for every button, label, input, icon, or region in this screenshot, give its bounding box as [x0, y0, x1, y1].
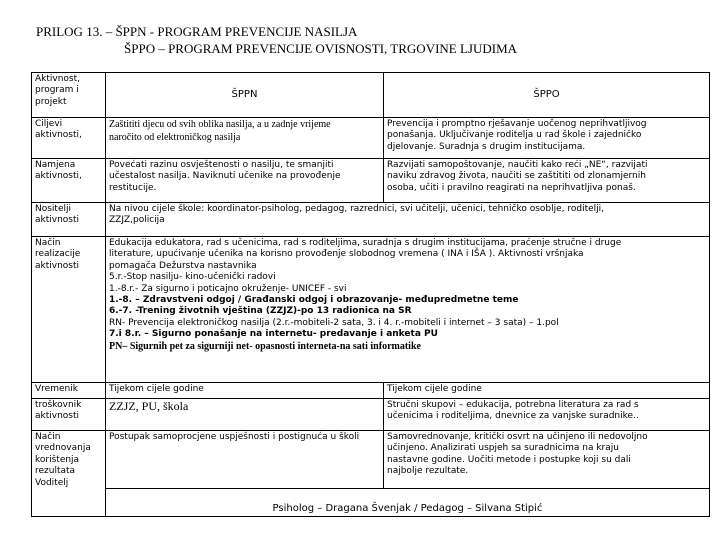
- nacin-text: [106, 237, 710, 383]
- voditelj-text: Psiholog – Dragana Švenjak / Pedagog – Silvana Stipić: [272, 502, 543, 514]
- text-line: 7.i 8.r. – Sigurno ponašanje na internetu- predavanje i anketa PU: [109, 329, 438, 340]
- label-line: aktivnosti: [35, 260, 80, 271]
- text-line: učenicima i roditeljima, dnevnice za vanjske suradnike..: [387, 411, 639, 422]
- vrednovanje-sppn: Postupak samoprocjene uspješnosti i postignuća u školi: [106, 431, 384, 489]
- voditelj-cell: [106, 489, 710, 517]
- label-line: Nositelji: [35, 204, 71, 214]
- header-activity-line: projekt: [35, 96, 67, 107]
- text-line: pomagača Dežurstva nastavnika: [109, 260, 257, 271]
- text-line: Povećati razinu osvještenosti o nasilju, te smanjiti: [109, 160, 334, 170]
- label-namjena: [32, 159, 106, 203]
- header-activity-line: program i: [35, 85, 79, 96]
- text-line: nastavne godine. Uočiti metode i postupke koji su dali: [387, 454, 631, 465]
- row-troskovnik: [32, 399, 710, 431]
- header-activity-line: Aktivnost,: [35, 74, 81, 84]
- label-line: vrednovanja: [35, 443, 91, 454]
- label-line: Ciljevi: [35, 119, 63, 129]
- label-vremenik: Vremenik: [32, 383, 106, 399]
- document-title-line2: ŠPPO – PROGRAM PREVENCIJE OVISNOSTI, TRGOVINE LJUDIMA: [124, 41, 518, 56]
- row-namjena: [32, 159, 710, 203]
- namjena-sppo: [384, 159, 710, 203]
- label-ciljevi: [32, 118, 106, 159]
- row-vremenik: [32, 383, 710, 399]
- text-line: 5.r.-Stop nasilju- kino-učenički radovi: [109, 272, 276, 283]
- text-line: 1.-8.r.- Za sigurno i poticajno okruženje- UNICEF - svi: [109, 283, 347, 294]
- label-line: aktivnosti,: [35, 171, 82, 182]
- text-line: najbolje rezultate.: [387, 466, 469, 477]
- text-line: 6.-7. -Trening životnih vještina (ZZJZ)-po 13 radionica na SR: [109, 306, 412, 317]
- label-nacin: [32, 237, 106, 383]
- text-line: naviku zdravog života, naučiti se zaštititi od zlonamjernih: [387, 171, 646, 182]
- text-line: ponašanja. Uključivanje roditelja u rad škole i zajedničko: [387, 130, 642, 141]
- text-line: učinjeno. Analizirati uspjeh sa suradnicima na kraju: [387, 443, 619, 454]
- text-line: 1.-8. – Zdravstveni odgoj / Građanski odgoj i obrazovanje- međupredmetne teme: [109, 295, 519, 306]
- text-line: restitucije.: [109, 182, 157, 193]
- text-line: Edukacija edukatora, rad s učenicima, rad s roditeljima, suradnja s drugim institucijama, praćenje stručne i druge: [109, 238, 622, 248]
- header-row: [32, 73, 710, 118]
- row-voditelj: [32, 489, 710, 517]
- text-line: osoba, učiti i pravilno reagirati na neprihvatljiva ponaš.: [387, 182, 636, 193]
- row-vrednovanje: [32, 431, 710, 489]
- header-sppn: ŠPPN: [106, 73, 384, 118]
- row-ciljevi: [32, 118, 710, 159]
- label-line: realizacije: [35, 249, 81, 260]
- vrednovanje-sppo: [384, 431, 710, 489]
- text-line: RN- Prevencija elektroničkog nasilja (2.r.-mobiteli-2 sata, 3. i 4. r.-mobiteli i internet – 3 sata) – 1.pol: [109, 317, 559, 328]
- text-line: Samovrednovanje, kritički osvrt na učinjeno ili nedovoljno: [387, 432, 648, 442]
- ciljevi-sppo: [384, 118, 710, 159]
- text-line: literature, upućivanje učenika na korisno provođenje slobodnog vremena ( INA i IŠA ). Aktivnosti vršnjaka: [109, 249, 584, 260]
- label-voditelj: Voditelj: [35, 477, 69, 488]
- ciljevi-sppn: [106, 118, 384, 159]
- nositelji-text: [106, 203, 710, 237]
- header-sppo: ŠPPO: [384, 73, 710, 118]
- troskovnik-sppo: [384, 399, 710, 431]
- text-line: PN– Sigurnih pet za sigurniji net- opasnosti interneta-na sati informatike: [109, 340, 421, 352]
- label-vrednovanje: [32, 431, 106, 517]
- text-line: učestalost nasilja. Naviknuti učenike na provođenje: [109, 171, 341, 182]
- label-line: Način: [35, 238, 61, 248]
- text-line: Prevencija i promptno rješavanje uočenog neprihvatljivog: [387, 119, 647, 129]
- text-line: Zaštititi djecu od svih oblika nasilja, a u zadnje vrijeme: [109, 119, 331, 130]
- troskovnik-sppn: ZZJZ, PU, škola: [106, 399, 384, 431]
- document-title-line1: PRILOG 13. – ŠPPN - PROGRAM PREVENCIJE NASILJA: [36, 24, 358, 39]
- label-line: aktivnosti: [35, 215, 80, 226]
- program-table: [31, 72, 710, 517]
- text-line: naročito od elektroničkog nasilja: [109, 131, 241, 143]
- label-line: rezultata: [35, 466, 76, 477]
- text-line: Na nivou cijele škole: koordinator-psiholog, pedagog, razrednici, svi učitelji, učenici, tehničko osoblje, roditelji,: [109, 204, 605, 214]
- text-line: Razvijati samopoštovanje, naučiti kako reći „NE“, razvijati: [387, 160, 648, 170]
- vremenik-sppn: Tijekom cijele godine: [106, 383, 384, 399]
- row-nositelji: [32, 203, 710, 237]
- row-nacin: [32, 237, 710, 383]
- vremenik-sppo: Tijekom cijele godine: [384, 383, 710, 399]
- label-line: aktivnosti,: [35, 130, 82, 141]
- text-line: djelovanje. Suradnja s drugim institucijama.: [387, 141, 586, 152]
- label-line: Način: [35, 432, 61, 442]
- header-activity-cell: [32, 73, 106, 118]
- namjena-sppn: [106, 159, 384, 203]
- label-line: Namjena: [35, 160, 76, 170]
- label-line: korištenja: [35, 454, 80, 465]
- label-nositelji: [32, 203, 106, 237]
- label-line: troškovnik: [35, 400, 82, 410]
- label-line: aktivnosti: [35, 411, 80, 422]
- text-line: Stručni skupovi – edukacija, potrebna literatura za rad s: [387, 400, 639, 410]
- text-line: ZZJZ,policija: [109, 215, 165, 226]
- label-troskovnik: [32, 399, 106, 431]
